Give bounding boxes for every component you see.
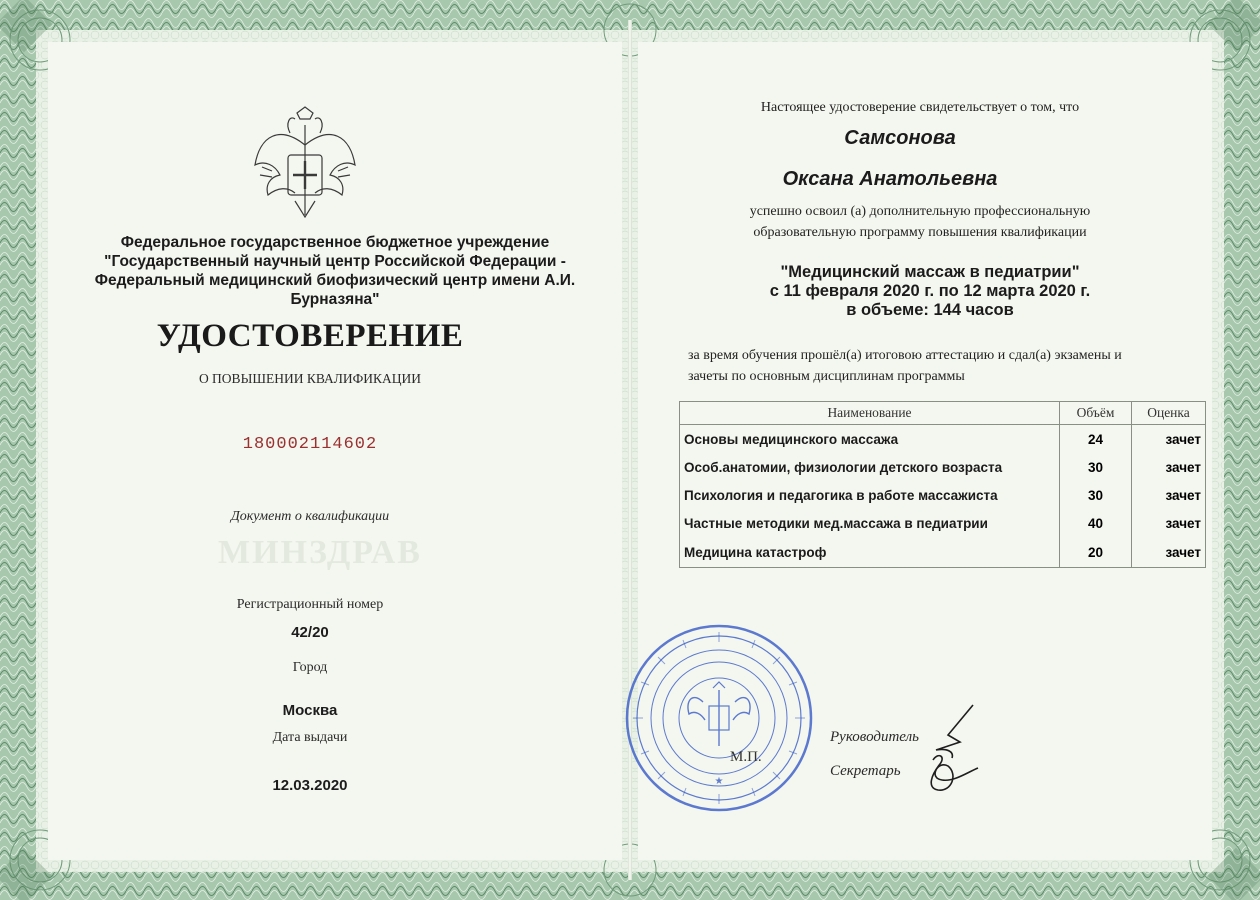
volume-cell: 20 — [1060, 537, 1132, 568]
mastered-line-1: успешно освоил (а) дополнительную профессиональную — [749, 204, 1091, 219]
registration-number: 42/20 — [291, 624, 329, 641]
city-label: Город — [292, 660, 328, 675]
document-serial-number: 180002114602 — [242, 435, 378, 454]
holder-given-names: Оксана Анатольевна — [782, 168, 998, 190]
stamp-place-mark: М.П. — [730, 749, 762, 765]
exam-text — [688, 345, 1188, 387]
volume-cell: 30 — [1060, 481, 1132, 509]
subject-cell: Психология и педагогика в работе массажиста — [680, 481, 1060, 509]
subject-cell: Медицина катастроф — [680, 537, 1060, 568]
document-title: УДОСТОВЕРЕНИЕ — [156, 318, 464, 354]
subject-cell: Особ.анатомии, физиологии детского возраста — [680, 453, 1060, 481]
header-subject: Наименование — [680, 402, 1060, 425]
issue-date-value: 12.03.2020 — [272, 777, 348, 794]
subject-cell: Основы медицинского массажа — [680, 425, 1060, 454]
document-subtitle: О ПОВЫШЕНИИ КВАЛИФИКАЦИИ — [198, 371, 422, 386]
disciplines-table — [679, 401, 1206, 568]
program-volume: в объеме: 144 часов — [846, 301, 1014, 319]
program-name: "Медицинский массаж в педиатрии" — [780, 263, 1080, 281]
grade-cell: зачет — [1132, 509, 1206, 537]
head-label: Руководитель — [830, 729, 919, 745]
volume-cell: 24 — [1060, 425, 1132, 454]
grade-cell: зачет — [1132, 537, 1206, 568]
issue-date-label: Дата выдачи — [272, 730, 348, 745]
double-headed-eagle-emblem — [250, 105, 360, 225]
official-seal-stamp — [623, 622, 815, 814]
signatures — [908, 700, 988, 800]
table-row — [680, 425, 1206, 454]
subject-cell: Частные методики мед.массажа в педиатрии — [680, 509, 1060, 537]
grade-cell: зачет — [1132, 425, 1206, 454]
faint-watermark: МИНЗДРАВ — [218, 534, 422, 571]
document-kind: Документ о квалификации — [230, 509, 390, 524]
holder-surname: Самсонова — [844, 127, 956, 149]
volume-cell: 40 — [1060, 509, 1132, 537]
header-volume: Объём — [1060, 402, 1132, 425]
svg-text:★: ★ — [714, 776, 724, 787]
table-header-row — [680, 402, 1206, 425]
program-details — [700, 263, 1160, 320]
grade-cell: зачет — [1132, 481, 1206, 509]
table-row — [680, 453, 1206, 481]
table-row — [680, 481, 1206, 509]
secretary-label: Секретарь — [830, 763, 901, 779]
registration-label: Регистрационный номер — [236, 597, 384, 612]
header-grade: Оценка — [1132, 402, 1206, 425]
program-mastered-text — [690, 201, 1150, 243]
exam-line-2: зачеты по основным дисциплинам программы — [688, 369, 965, 384]
institution-name: Федеральное государственное бюджетное учреждение "Государственный научный центр Российской Федерации - Федеральный медицинский биофизический центр имени А.И. Бурназяна" — [94, 234, 576, 308]
grade-cell: зачет — [1132, 453, 1206, 481]
city-value: Москва — [282, 702, 338, 719]
certifies-intro: Настоящее удостоверение свидетельствует о том, что — [760, 100, 1080, 115]
table-row — [680, 509, 1206, 537]
volume-cell: 30 — [1060, 453, 1132, 481]
mastered-line-2: образовательную программу повышения квалификации — [753, 225, 1087, 240]
table-row — [680, 537, 1206, 568]
program-period: с 11 февраля 2020 г. по 12 марта 2020 г. — [769, 282, 1091, 300]
exam-line-1: за время обучения прошёл(а) итоговою аттестацию и сдал(а) экзамены и — [688, 348, 1122, 363]
